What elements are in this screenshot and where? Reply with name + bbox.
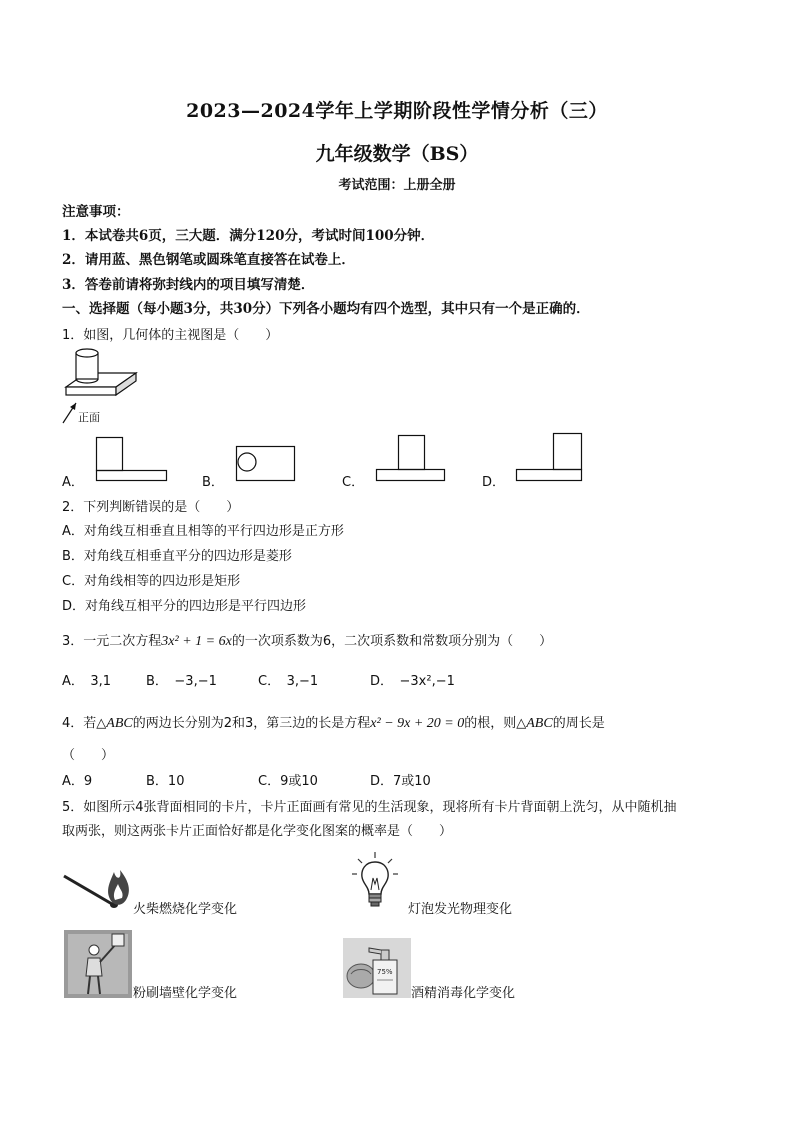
burning-match-icon	[62, 858, 132, 912]
q3-option-c: C． 3,−1	[258, 674, 319, 689]
card-4-label: 酒精消毒化学变化	[411, 986, 516, 1001]
paper-subtitle: 九年级数学（BS）	[315, 143, 479, 165]
q4-stem-mid: 的两边长分别为2和3，第三边的长是方程	[132, 716, 371, 731]
paper-title: 2023—2024学年上学期阶段性学情分析（三）	[186, 100, 608, 122]
q3-option-a: A． 3,1	[62, 674, 112, 689]
q4-option-a: A．9	[62, 774, 93, 789]
q4-option-b: B．10	[146, 774, 185, 789]
question-1-stem: 1．如图，几何体的主视图是（ ）	[62, 328, 279, 343]
notice-item-3: 3．答卷前请将弥封线内的项目填写清楚．	[62, 277, 315, 293]
front-label: 正面	[78, 411, 100, 424]
bottle-percentage: 75%	[377, 968, 393, 976]
q4-stem-post2: 的周长是	[552, 716, 605, 731]
card-2-label: 灯泡发光物理变化	[408, 902, 513, 917]
exam-scope: 考试范围：上册全册	[338, 178, 456, 193]
notice-item-2: 2．请用蓝、黑色钢笔或圆珠笔直接答在试卷上．	[62, 252, 355, 268]
q3-stem-post: 的一次项系数为6，二次项系数和常数项分别为（ ）	[231, 634, 553, 649]
q1-option-a-label: A．	[62, 475, 84, 490]
q4-stem-post1: 的根，则△	[464, 716, 527, 731]
q4-option-d: D．7或10	[370, 774, 431, 789]
card-3-label: 粉刷墙壁化学变化	[133, 986, 238, 1001]
q2-option-b: B．对角线互相垂直平分的四边形是菱形	[62, 549, 292, 564]
q2-option-a: A．对角线互相垂直且相等的平行四边形是正方形	[62, 524, 344, 539]
solid-figure	[60, 345, 150, 425]
section-1-heading: 一、选择题（每小题3分，共30分）下列各小题均有四个选型，其中只有一个是正确的．	[62, 301, 590, 317]
question-5-stem-line-2: 取两张，则这两张卡片正面恰好都是化学变化图案的概率是（ ）	[62, 824, 453, 839]
q4-answer-blank: （ ）	[62, 748, 115, 763]
q3-option-d: D． −3x²,−1	[370, 674, 455, 689]
alcohol-bottle-icon	[343, 938, 411, 998]
q4-triangle-name: ABC	[106, 716, 133, 731]
notice-item-1: 1．本试卷共6页，三大题．满分120分，考试时间100分钟．	[62, 228, 435, 244]
q4-option-c: C．9或10	[258, 774, 318, 789]
q1-option-d-label: D．	[482, 475, 506, 490]
q2-option-c: C．对角线相等的四边形是矩形	[62, 574, 241, 589]
light-bulb-icon	[350, 850, 400, 912]
q3-equation: 3x² + 1 = 6x	[161, 634, 232, 649]
card-1-label: 火柴燃烧化学变化	[133, 902, 238, 917]
question-2-stem: 2．下列判断错误的是（ ）	[62, 500, 240, 515]
q3-option-b: B． −3,−1	[146, 674, 217, 689]
q1-option-c-label: C．	[342, 475, 365, 490]
q2-option-d: D．对角线互相平分的四边形是平行四边形	[62, 599, 307, 614]
notice-heading: 注意事项：	[62, 204, 130, 220]
question-4-stem	[62, 712, 605, 732]
question-3-stem	[62, 630, 552, 650]
q4-stem-pre: 4．若△	[62, 716, 107, 731]
q1-option-d-figure	[516, 433, 584, 483]
question-5-stem-line-1: 5．如图所示4张背面相同的卡片，卡片正面画有常见的生活现象，现将所有卡片背面朝上洗匀，从中随机抽	[62, 800, 677, 815]
q1-option-b-label: B．	[202, 475, 224, 490]
q1-option-b-figure	[236, 446, 296, 482]
q3-stem-pre: 3．一元二次方程	[62, 634, 162, 649]
painting-wall-icon	[64, 930, 132, 998]
q4-triangle-name-2: ABC	[526, 716, 553, 731]
q1-option-a-figure	[96, 437, 168, 483]
q1-option-c-figure	[376, 435, 446, 483]
q4-equation: x² − 9x + 20 = 0	[370, 716, 465, 731]
